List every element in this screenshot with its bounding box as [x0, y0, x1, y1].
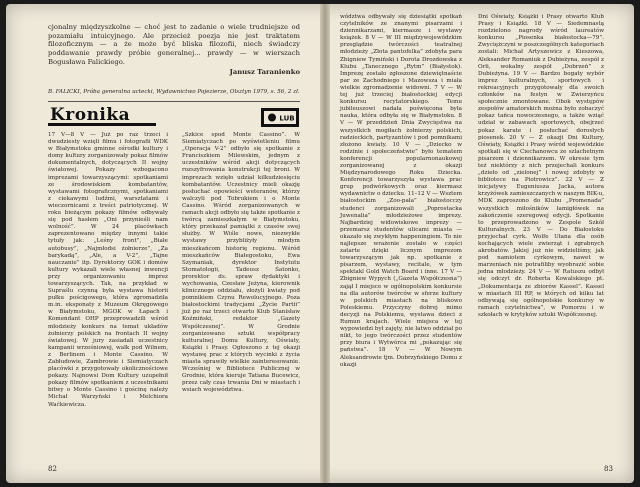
poem-review-text: cjonalny międzyszkolne — choć jest to zadanie o wiele trudniejsze od pozamiału intuicyjnego. Ale przecież poezja nie jest traktatem filozoficznym — a że może być bliska filozofii, niech świadczy poddawanie prawdy próbie generalnej... prawdy — w wierszach Bogusława Falickiego. — [48, 22, 300, 66]
right-page — [330, 4, 634, 483]
chronicle-text: wództwa odbywały się dziesiątki spotkań czytelników ze znanymi pisarzami i dziennikarzami, kiermasze i wystawy książek. 8 V — W III międzywojewódzkim przeglądzie twórczości teatralnej młodzieży „Złota pantofelka” zdobyła para Zbigniew Tymiński i Dorota Drozdowska z Klubu „Tanecznego „Rytm” (Białystok). Imprezę zostało zgłoszone dziewiętnaście par ze Zachodniego i Mazowsza i miała wielkie zgromadzenie widowni. 7 V — W tej już trzeciej białostockiej edycji konkursu recytatorskiego. Temu jubileuszowi nadała poświęcona była nauka, która odbyła się w Białymstoku. 8 V — W przeddzień Dnia Zwycięstwa na wszystkich mogiłach żołnierzy polskich, radzieckich, partyzantów i pod pomnikami złożono kwiaty. 10 V — „Dziecko w rodzinie i społeczeństwie” było tematem konferencji popularnonaukowej zorganizowanej z okazji Międzynarodowego Roku Dziecka. Konferencji towarzyszyła wystawa prac grup podwórkowych oraz kiermasz wydawnictw o dziecku. 11–12 V — Wsztem białostockim „Zoo-pała” białostocczy studenci zorganizowali „Poprostacka Juwenalia” młodzieżowe imprezy. Najbardziej widowiskowe imprezy — przemarsz studentów ulicami miasta — okazało się zwykłym happeningiem. To nie najlepsze wrażenie zostało w części zatarte dzięki licznym imprezom towarzyszącym jak np. spotkanie z pisarzem, wystawy, recitale, w tym spektakl Gold Watch Board i inne. 17 V — Zbigniew Wypych („Gazeta Współczesna”) zajął I miejsce w ogólnopolskim konkursie na dla autorów twórców w sferze kultury w polskich miastach na bliskowo Poleskiemu. Przyczyny dobrej mimo decyzji na Polskiemu, wystawa dzieci z Rumun krajach. Wiele miejsca w tej wypowiedzi był zajęty, nie łatwo oddział po nikt, to jego twórczości przez studentów przy biura i Wytwórca mi „pokazując się państwa”. 18 V — W Nowym Aleksandrowie tjm. Dobrzyńskiego Domu z okazji — [340, 14, 462, 368]
chronicle-column-3 — [340, 14, 462, 369]
chronicle-emblem-icon — [261, 108, 299, 127]
book-gutter — [320, 4, 330, 483]
chronicle-text: Dni Oświaty, Książki i Prasy otwarto Klub Prasy i Książki. 18 V — Siedemnastą rozdzielono nagrody wśród laureatów konkursu „Piosenka białostocka—79”. Zwyciężczyni w poszczególnych kategoriach zostali: Michał Artyszewicz z Kieszowa, Aleksander Romaniuk z Dubieżyna, zespół z Orli, wokalny zespół „Dobrzeń” z Dubieżyna. 19 V — Bardzo bogaty wybór imprez kulturalnych, sportowych i rekreacyjnych przygotowały dla swoich członków na festyn w Zwierzyńcu społecznie zmontowane. Obok występów zespołów amatorskich można było zobaczyć pokaz tańca nowoczesnego, a także wziąć udział w zabawach sportowych, obejrzeć pokaz karate i posłuchać dorosłych piosenek. 20 V — Z okazji Dni Kultury, Oświaty, Książki i Prasy wśród wojewódzkie spotkali się w Ciechanowcu ze szlachetnym pisarzem i dziennikarzem. W okresie tym też niektórzy z nich przejechali konkurs „dzieło od „zielonej” i nowej zdobyły w bibliotece na Piotrowicz”. 22 V — Z inicjatywy Eugeniusza Jacka, autora krzyżówek zamieszczanych w naszym BIK-u, MDK zaproszono do Klubu „Promenada” wszystkich miłośników łamigłówek na zakończenie szeregowej edycji. Spotkanie to przeprowadzono w Zespole Szkół Kulturalnych. 23 V — Do Białostoku przyjechał cyrk. Wolfe Ułana dla osób kochających wiele zwierząt i zgrabnych akrobatów. Jakiej już nie widzieliśmy, jak pod namiotem cyrkowym, nawet w marzeniach nie potrafiliby wyobrazić sobie jedna młodzieży. 24 V — W Ratuszu odbył się odczyt dr. Roberta Kowalskiego pt. „Dokumentacja ze zbiorów Kassel”. Kassel w miastach III RP, w których od kilku lat odbywają się ogólnopolskie konkursy w ramach czytelnictwa”, w Pomorzu i w szkołach w krytyków sztuki Współczesnej. — [478, 14, 604, 318]
chronicle-column-4 — [478, 14, 604, 319]
review-author: Janusz Taranienko — [229, 68, 300, 76]
section-divider — [48, 101, 300, 102]
chronicle-column-1 — [48, 132, 168, 409]
chronicle-column-2 — [182, 132, 300, 394]
kronika-heading — [48, 105, 156, 128]
section-title: Kronika — [50, 105, 131, 125]
chronicle-text: 17 V—8 V — Już po raz trzeci i dwudziesty wzięli filmu i fotografii WDK w Białymstoku gminne ośrodki kultury i domy kultury zorganizowały pokaz filmów dokumentalnych, dotyczących II wojny światowej. Pokazy wzbogacono imprezami towarzyszącymi: spotkaniami ze środowiskiem kombatantów, wystawami fotograficznymi, spotkaniami z ciekawymi ludźmi, warsztatami i wieczornicami z treści patriotycznej. W roku bieżącym pokazy filmów odbywały się pod hasłem „Oni przynieśli nam wolność”. W 24 placówkach zaprezentowano między innymi takie tytuły jak: „Leśny front”, „Białe autobusy”, „Najmłodsi żołnierze”, „Za barykadą”, „Ale, a V-2”, „Tajne nauczanie” itp. Dyrektorzy GOK i domów kultury wykazali wiele własnej inwencji przy organizowaniu imprez towarzyszących. Tak, na przykład w Supraślu czynną była wystawa historii pułku pościgowego, która zgromadziła m.in. eksponaty z Muzeum Okręgowego w Białymstoku, MGOK w Łapach i Komendant OHP przeprowadzili wśród młodzieży konkurs na temat układów żołnierzy polskich na frontach II wojny światowej. W jury zasiadali uczestnicy kampanii wrześniowej, walk pod Wilnem, z Berlinem i Monte Cassino. W Zabłudowie, Zambrowie i Siemiatyczach placówki z przygotowały okolicznościowe pokazy. Najnowsi Dom Kultury uzupełnił pokazy filmów spotkaniem z uczestnikami bitwy o Monte Cassino i gościnę należy Michał Warzyński i Melchiora Waćkiewicza. — [48, 132, 168, 408]
chronicle-text: „Szkice spod Monte Cassino”. W Siemiatyczach po wyświetleniu filmu „Operacja V-2” odbyło się spotkanie z Franciszkiem Milewskim, jednym z uczestników wśród akcji dotyczących rozszyfrowania konstrukcji tej broni. W imprezach wzięło udział kilkudziesięciu kombatantów. Uczestnicy mieli okazję posłuchać opowieści weteranów, którzy walczyli pod Tobrukiem i o Monte Cassino. Wśród zorganizowanych w ramach akcji odbyło się także spotkanie z twórcą zamieszkałym w Białymstoku, który przekazał pamiątki z czasów swej służby. W Wiśle nowe, niezwykłe wystawy przybliżyły młodym mieszkańcom historię regionu. Wśród mieszkańców Białegostoku, Ewa Szymaniak, dyrektor Instytutu Stomatologii, Tadeusz Śatonko, prorektor ds. spraw dydaktyki i wychowania, Czesław Jeżyna, kierownik klinicznego oddziału, złożyli kwiaty pod pomnikiem Czynu Rewolucyjnego. Poza białostockimi tradycjami „Życie Partii” już po raz trzeci otwarto Klub Stanisław Koźmiński, redaktor „Gazety Współczesnej”. W Grodnie zorganizowano sztuki współpracy kulturalnej Domu Kultury, Oświaty, Książki i Prasy. Ogłoszono z tej okazji wystawę prac z których wycinki z życia miasta sprawiły wielkie zainteresowanie. Wcześniej w Bibliotece Publicznej w Grodnie, która kieruje Tatiana Bucewicz, przez cały czas trwania Dni w miastach i wsiach województwa. — [182, 132, 300, 394]
page-number-left: 82 — [48, 465, 57, 473]
bibliography-note: B. FALICKI, Próba generalna uctecki, Wydawnictwo Pojezierze, Olsztyn 1979, s. 56, 2 zł. — [48, 88, 300, 95]
emblem-label: LUB — [279, 114, 295, 123]
page-number-right: 83 — [604, 465, 613, 473]
book-spread — [6, 4, 634, 483]
left-page — [6, 4, 320, 483]
